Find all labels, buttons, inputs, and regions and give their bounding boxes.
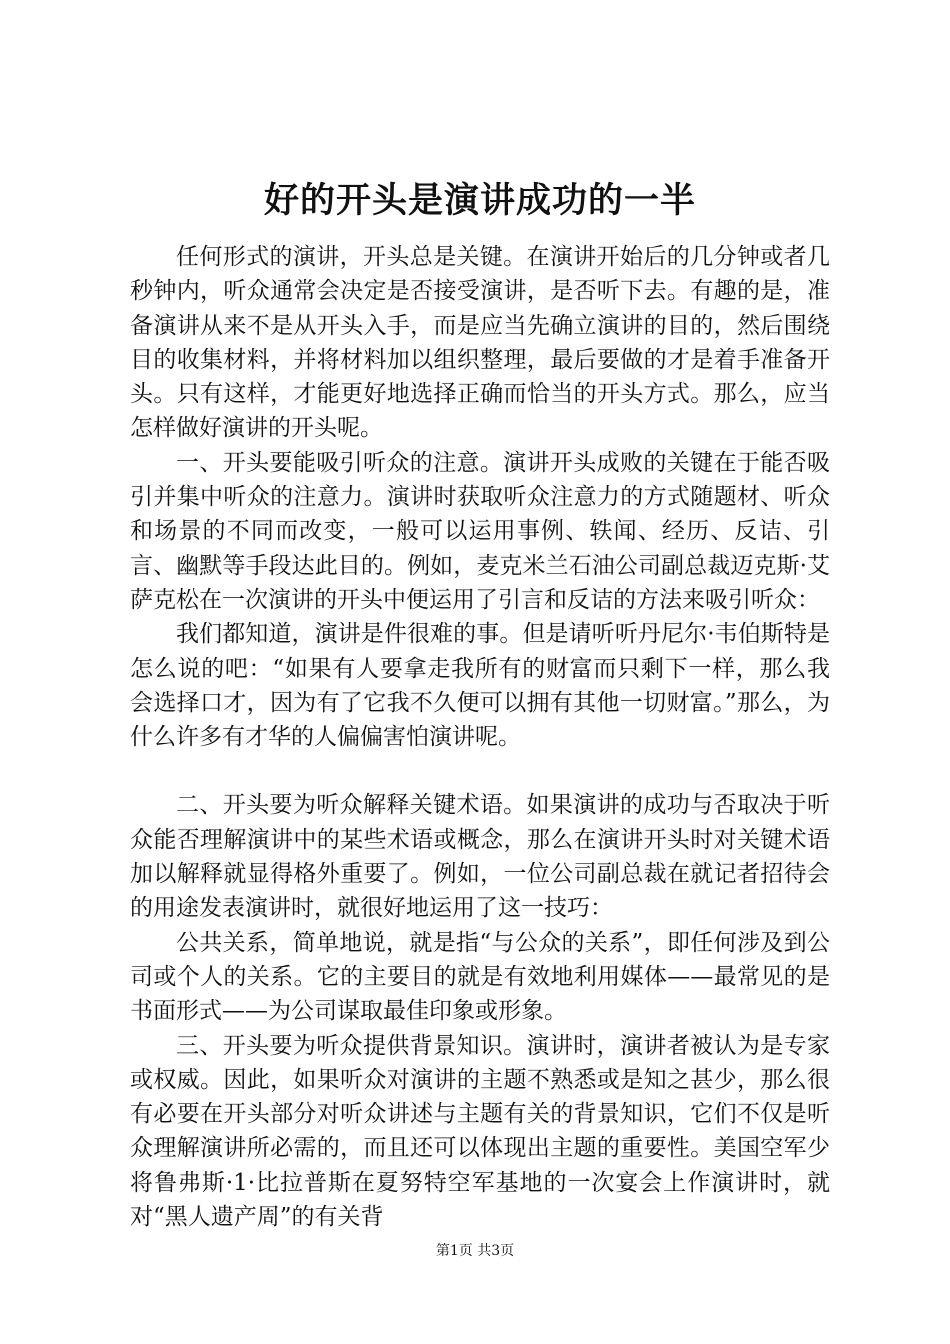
page-number-footer: 第1页 共3页 (435, 1243, 515, 1259)
document-page (130, 180, 830, 1234)
paragraph-point-two: 二、开头要为听众解释关键术语。如果演讲的成功与否取决于听众能否理解演讲中的某些术语或概念，那么在演讲开头时对关键术语加以解释就显得格外重要了。例如，一位公司副总裁在就记者招待会的用途发表演讲时，就很好地运用了这一技巧： (130, 792, 830, 922)
paragraph-quote-pr: 公共关系，简单地说，就是指“与公众的关系”，即任何涉及到公司或个人的关系。它的主要目的就是有效地利用媒体——最常见的是书面形式——为公司谋取最佳印象或形象。 (130, 929, 830, 1025)
paragraph-point-three: 三、开头要为听众提供背景知识。演讲时，演讲者被认为是专家或权威。因此，如果听众对演讲的主题不熟悉或是知之甚少，那么很有必要在开头部分对听众讲述与主题有关的背景知识，它们不仅是听众理解演讲所必需的，而且还可以体现出主题的重要性。美国空军少将鲁弗斯·1·比拉普斯在夏努特空军基地的一次宴会上作演讲时，就对“黑人遗产周”的有关背 (130, 1032, 830, 1231)
paragraph-intro: 任何形式的演讲，开头总是关键。在演讲开始后的几分钟或者几秒钟内，听众通常会决定是否接受演讲，是否听下去。有趣的是，准备演讲从来不是从开头入手，而是应当先确立演讲的目的，然后围绕目的收集材料，并将材料加以组织整理，最后要做的才是着手准备开头。只有这样，才能更好地选择正确而恰当的开头方式。那么，应当怎样做好演讲的开头呢。 (130, 244, 830, 442)
paragraph-gap (130, 754, 830, 788)
document-title: 好的开头是演讲成功的一半 (263, 180, 696, 221)
paragraph-quote-webster: 我们都知道，演讲是件很难的事。但是请听听丹尼尔·韦伯斯特是怎么说的吧：“如果有人要拿走我所有的财富而只剩下一样，那么我会选择口才，因为有了它我不久便可以拥有其他一切财富。”那么，为什么许多有才华的人偏偏害怕演讲呢。 (130, 621, 830, 751)
paragraph-point-one: 一、开头要能吸引听众的注意。演讲开头成败的关键在于能否吸引并集中听众的注意力。演讲时获取听众注意力的方式随题材、听众和场景的不同而改变，一般可以运用事例、轶闻、经历、反诘、引言、幽默等手段达此目的。例如，麦克米兰石油公司副总裁迈克斯·艾萨克松在一次演讲的开头中便运用了引言和反诘的方法来吸引听众： (130, 449, 830, 613)
